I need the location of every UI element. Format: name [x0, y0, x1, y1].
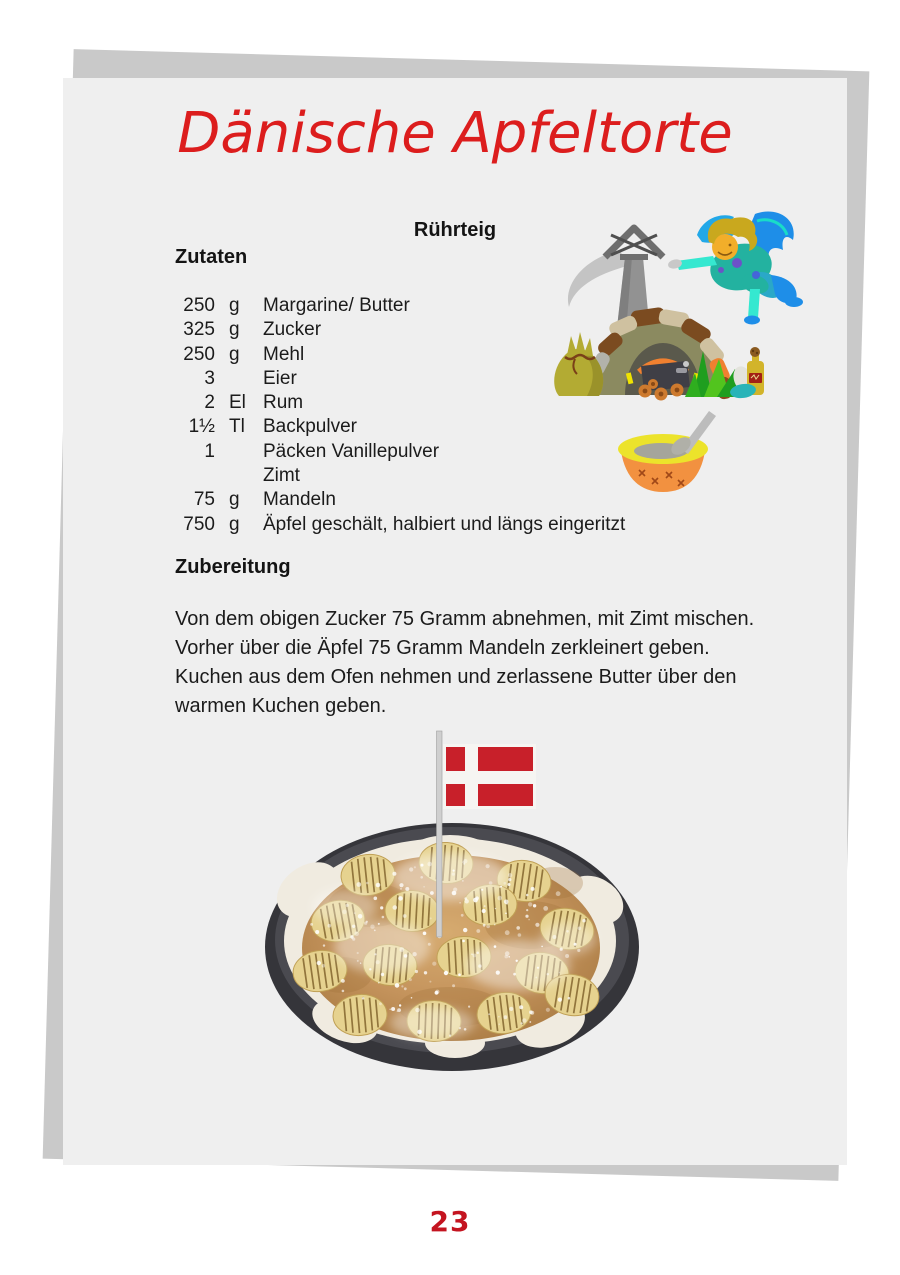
ingredient-name: Rum: [263, 392, 304, 414]
preparation-line: Von dem obigen Zucker 75 Gramm abnehmen, mit Zimt mischen.: [175, 608, 755, 630]
ingredient-amount: 75: [193, 489, 215, 511]
apple-cake-in-pan-photo: [250, 725, 650, 1075]
ingredient-name: Äpfel geschält, halbiert und längs eingeritzt: [263, 513, 626, 535]
ingredient-unit: g: [229, 319, 240, 341]
baking-angel-oven-clipart: [545, 205, 805, 500]
ingredient-amount: 3: [204, 367, 215, 389]
ingredient-amount: 325: [183, 319, 215, 341]
mixing-bowl-icon: [618, 411, 716, 492]
ingredient-unit: g: [229, 489, 240, 511]
ingredient-unit: Tl: [229, 416, 245, 438]
flag-pole: [437, 731, 443, 937]
recipe-subtitle: Rührteig: [413, 219, 497, 241]
preparation-line: Vorher über die Äpfel 75 Gramm Mandeln zerkleinert geben.: [175, 637, 710, 659]
ingredient-amount: [63, 464, 215, 488]
smoke-swirl-icon: [568, 250, 627, 307]
ingredient-name: Mehl: [263, 343, 305, 365]
flour-sack-icon: [554, 332, 603, 396]
angel-icon: [667, 212, 803, 325]
ingredient-unit: g: [229, 513, 240, 535]
vanilla-bottle-egg-icon: [729, 347, 764, 400]
ingredient-amount: 1½: [188, 416, 215, 438]
preparation-text: [175, 605, 835, 721]
stone-oven-icon: [587, 307, 742, 401]
preparation-heading: Zubereitung: [175, 556, 291, 578]
ingredient-unit: g: [229, 295, 240, 316]
ingredient-amount: 250: [183, 343, 215, 365]
ingredient-unit: El: [229, 392, 246, 414]
preparation-line: Kuchen aus dem Ofen nehmen und zerlassene Butter über den: [175, 666, 737, 688]
ingredient-name: Päcken Vanillepulver: [263, 440, 440, 462]
ingredient-row: [63, 513, 703, 537]
ingredient-amount: 750: [183, 513, 215, 535]
ingredient-unit: [229, 464, 256, 488]
ingredients-heading: Zutaten: [175, 246, 248, 268]
recipe-page: [63, 78, 847, 1165]
page-title: Dänische Apfeltorte: [177, 101, 733, 166]
ingredient-name: Zucker: [263, 319, 322, 341]
ingredient-unit: g: [229, 343, 240, 365]
ingredient-name: Eier: [263, 367, 297, 389]
danish-flag: [443, 744, 536, 809]
ingredient-amount: 250: [183, 295, 215, 316]
ingredient-amount: 1: [204, 440, 215, 462]
ingredient-amount: 2: [204, 392, 215, 414]
page-number: 23: [429, 1205, 471, 1238]
preparation-line: warmen Kuchen geben.: [175, 695, 387, 717]
ingredient-name: Zimt: [263, 465, 300, 487]
ingredient-unit: [229, 440, 256, 464]
ingredient-name: Margarine/ Butter: [263, 295, 410, 316]
ingredient-unit: [229, 367, 256, 391]
ingredient-name: Mandeln: [263, 489, 336, 511]
ingredient-name: Backpulver: [263, 416, 357, 438]
